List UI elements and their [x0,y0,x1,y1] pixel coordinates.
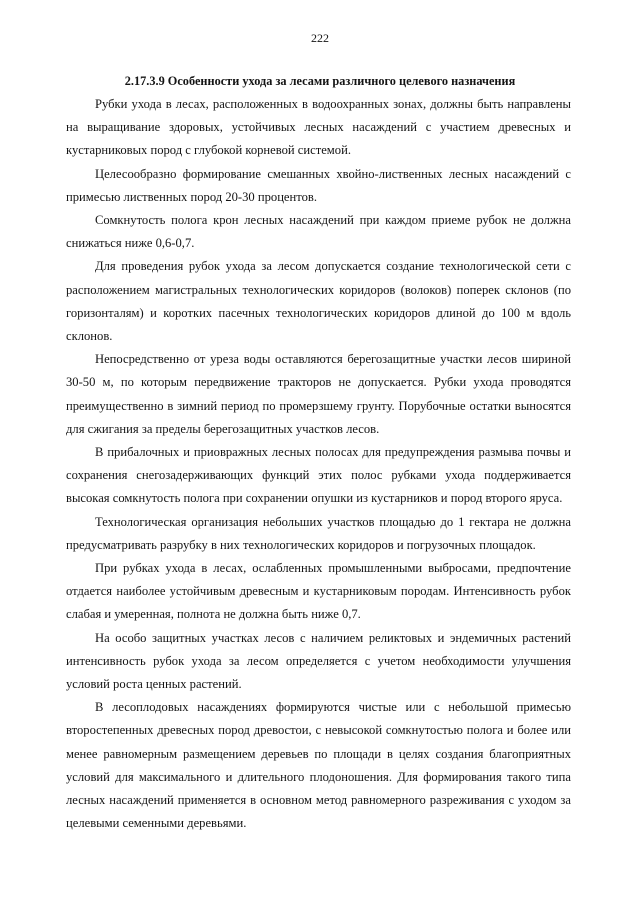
paragraph: При рубках ухода в лесах, ослабленных промышленными выбросами, предпочтение отдается наиболее устойчивым древесным и кустарниковым породам. Интенсивность рубок слабая и умеренная, полнота не должна быть ниже 0,7. [66,561,571,622]
paragraph: Рубки ухода в лесах, расположенных в водоохранных зонах, должны быть направлены на выращивание здоровых, устойчивых лесных насаждений с участием древесных и кустарниковых пород с глубокой корневой системой. [66,97,571,158]
section-heading: 2.17.3.9 Особенности ухода за лесами различного целевого назначения [124,74,516,88]
paragraph: Целесообразно формирование смешанных хвойно-лиственных лесных насаждений с примесью лиственных пород 20-30 процентов. [66,166,571,204]
paragraph: На особо защитных участках лесов с наличием реликтовых и эндемичных растений интенсивность рубок ухода за лесом определяется с учетом необходимости улучшения условий роста ценных растений. [66,630,571,692]
paragraph: Технологическая организация небольших участков площадью до 1 гектара не должна предусматривать разрубку в них технологических коридоров и погрузочных площадок. [66,514,571,552]
paragraph: В прибалочных и приовражных лесных полосах для предупреждения размыва почвы и сохранения снегозадерживающих функций этих полос рубками ухода поддерживается высокая сомкнутость полога при сохранении опушки из кустарников и пород второго яруса. [66,445,571,506]
paragraph: В лесоплодовых насаждениях формируются чистые или с небольшой примесью второстепенных древесных пород древостои, с невысокой сомкнутостью полога и более или менее равномерным размещением деревьев по площади в целях создания благоприятных условий для максимального и длительного плодоношения. Для формирования такого типа лесных насаждений применяется в основном метод равномерного разреживания с уходом за целевыми семенными деревьями. [66,700,571,831]
paragraph: Для проведения рубок ухода за лесом допускается создание технологической сети с расположением магистральных технологических коридоров (волоков) поперек склонов (по горизонталям) и коротких пасечных технологических коридоров длиной до 100 м вдоль склонов. [66,259,571,344]
body-text [66,93,571,836]
paragraph: Сомкнутость полога крон лесных насаждений при каждом приеме рубок не должна снижаться ниже 0,6-0,7. [66,213,571,251]
paragraph: Непосредственно от уреза воды оставляются берегозащитные участки лесов шириной 30-50 м, по которым передвижение тракторов не допускается. Рубки ухода проводятся преимущественно в зимний период по промерзшему грунту. Порубочные остатки выносятся для сжигания за пределы берегозащитных участков лесов. [66,352,571,436]
page-number: 222 [311,31,329,45]
